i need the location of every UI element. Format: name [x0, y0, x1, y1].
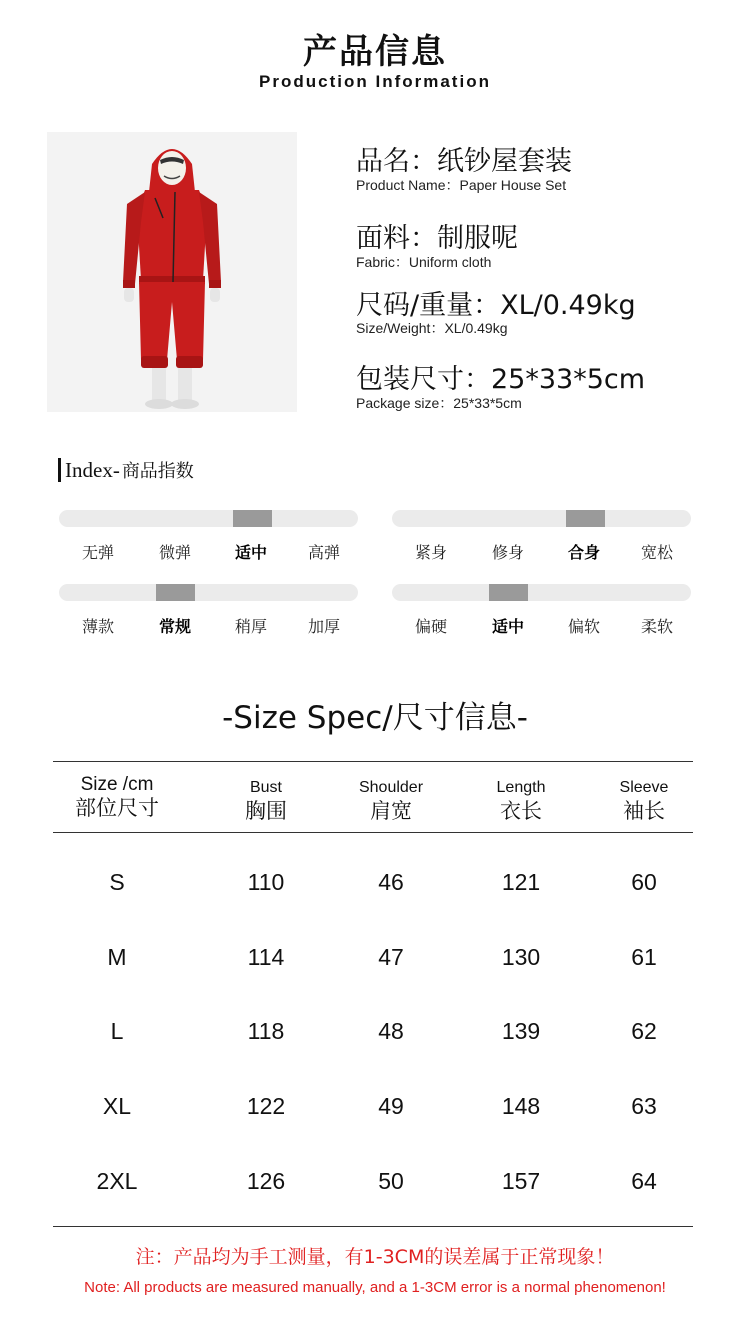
table-cell: 50 [378, 1168, 404, 1194]
header-size-cn: 部位尺寸 [75, 796, 159, 820]
table-cell: 60 [631, 869, 657, 895]
index-heading-cn: 商品指数 [121, 461, 194, 482]
note-en: Note: All products are measured manually, and a 1-3CM error is a normal phenomenon! [84, 1279, 666, 1296]
index-scale-option: 紧身 [414, 543, 447, 562]
header-sleeve-en: Sleeve [619, 779, 669, 796]
table-cell: 2XL [96, 1168, 138, 1194]
index-scale-option: 适中 [234, 543, 267, 562]
table-cell: XL [102, 1093, 132, 1119]
package-size-cn: 包装尺寸：25*33*5cm [356, 364, 646, 395]
table-cell: 126 [246, 1168, 286, 1194]
page-title: 产品信息 [303, 32, 447, 72]
index-scale-marker [489, 584, 528, 601]
page-subtitle: Production Information [259, 72, 491, 91]
table-cell: 114 [247, 944, 285, 970]
table-cell: 63 [631, 1093, 657, 1119]
size-spec-title: -Size Spec/尺寸信息- [222, 700, 528, 736]
index-scale-option: 无弹 [81, 543, 114, 562]
table-cell: 61 [631, 944, 657, 970]
header-bust [206, 778, 326, 824]
header-length-cn: 衣长 [500, 799, 542, 823]
index-scale-option: 加厚 [307, 617, 340, 636]
index-scale-option: 偏软 [567, 617, 600, 636]
index-scale-option: 稍厚 [234, 617, 267, 636]
table-cell: L [110, 1018, 124, 1044]
header-size-en: Size /cm [80, 774, 154, 795]
header-shoulder [331, 778, 451, 824]
table-cell: 62 [631, 1018, 657, 1044]
index-heading [58, 455, 194, 485]
index-scale-option: 柔软 [640, 617, 673, 636]
index-scale-marker [156, 584, 195, 601]
table-cell: 157 [501, 1168, 541, 1194]
note-cn: 注：产品均为手工测量，有1-3CM的误差属于正常现象！ [135, 1246, 615, 1268]
index-scale-track [59, 584, 358, 601]
index-heading-en: Index- [65, 457, 120, 482]
fabric-cn: 面料：制服呢 [356, 223, 518, 254]
table-cell: 121 [501, 869, 541, 895]
table-cell: 48 [378, 1018, 404, 1044]
table-cell: 122 [246, 1093, 286, 1119]
size-weight-cn: 尺码/重量：XL/0.49kg [356, 290, 636, 321]
index-scale-option: 微弹 [158, 543, 191, 562]
table-header-rule [53, 832, 693, 833]
table-cell: 110 [247, 869, 285, 895]
index-scale-option: 高弹 [307, 543, 340, 562]
table-bottom-rule [53, 1226, 693, 1227]
fabric-en: Fabric：Uniform cloth [356, 254, 492, 270]
table-cell: 148 [501, 1093, 541, 1119]
index-scale-option: 偏硬 [414, 617, 447, 636]
table-cell: 130 [501, 944, 541, 970]
index-scale-option: 宽松 [640, 543, 673, 562]
index-scale-option: 修身 [491, 543, 524, 562]
index-scale-option: 适中 [491, 617, 524, 636]
table-cell: 49 [378, 1093, 404, 1119]
header-bust-cn: 胸围 [245, 799, 287, 823]
header-shoulder-cn: 肩宽 [370, 799, 412, 823]
table-cell: 64 [631, 1168, 657, 1194]
index-scale-marker [566, 510, 605, 527]
index-scale-option: 常规 [158, 617, 191, 636]
index-scale-option: 薄款 [81, 617, 114, 636]
header-sleeve [584, 778, 704, 824]
package-size-en: Package size：25*33*5cm [356, 395, 522, 411]
header-shoulder-en: Shoulder [358, 779, 424, 796]
table-cell: 47 [378, 944, 404, 970]
table-cell: S [109, 869, 125, 895]
size-weight-en: Size/Weight：XL/0.49kg [356, 320, 508, 336]
index-scale-marker [233, 510, 272, 527]
header-length [461, 778, 581, 824]
table-cell: 118 [247, 1018, 285, 1044]
table-cell: M [107, 944, 127, 970]
index-scale-track [392, 510, 691, 527]
product-name-cn: 品名：纸钞屋套装 [356, 146, 572, 177]
table-cell: 46 [378, 869, 404, 895]
product-photo [47, 132, 297, 412]
index-scale-track [59, 510, 358, 527]
product-name-en: Product Name：Paper House Set [356, 177, 567, 193]
header-size [57, 775, 177, 821]
table-top-rule [53, 761, 693, 762]
index-scale-track [392, 584, 691, 601]
header-bust-en: Bust [249, 779, 282, 796]
header-sleeve-cn: 袖长 [623, 799, 665, 823]
table-cell: 139 [501, 1018, 541, 1044]
header-length-en: Length [496, 779, 546, 796]
index-heading-bar [58, 458, 61, 482]
index-scale-option: 合身 [567, 543, 600, 562]
